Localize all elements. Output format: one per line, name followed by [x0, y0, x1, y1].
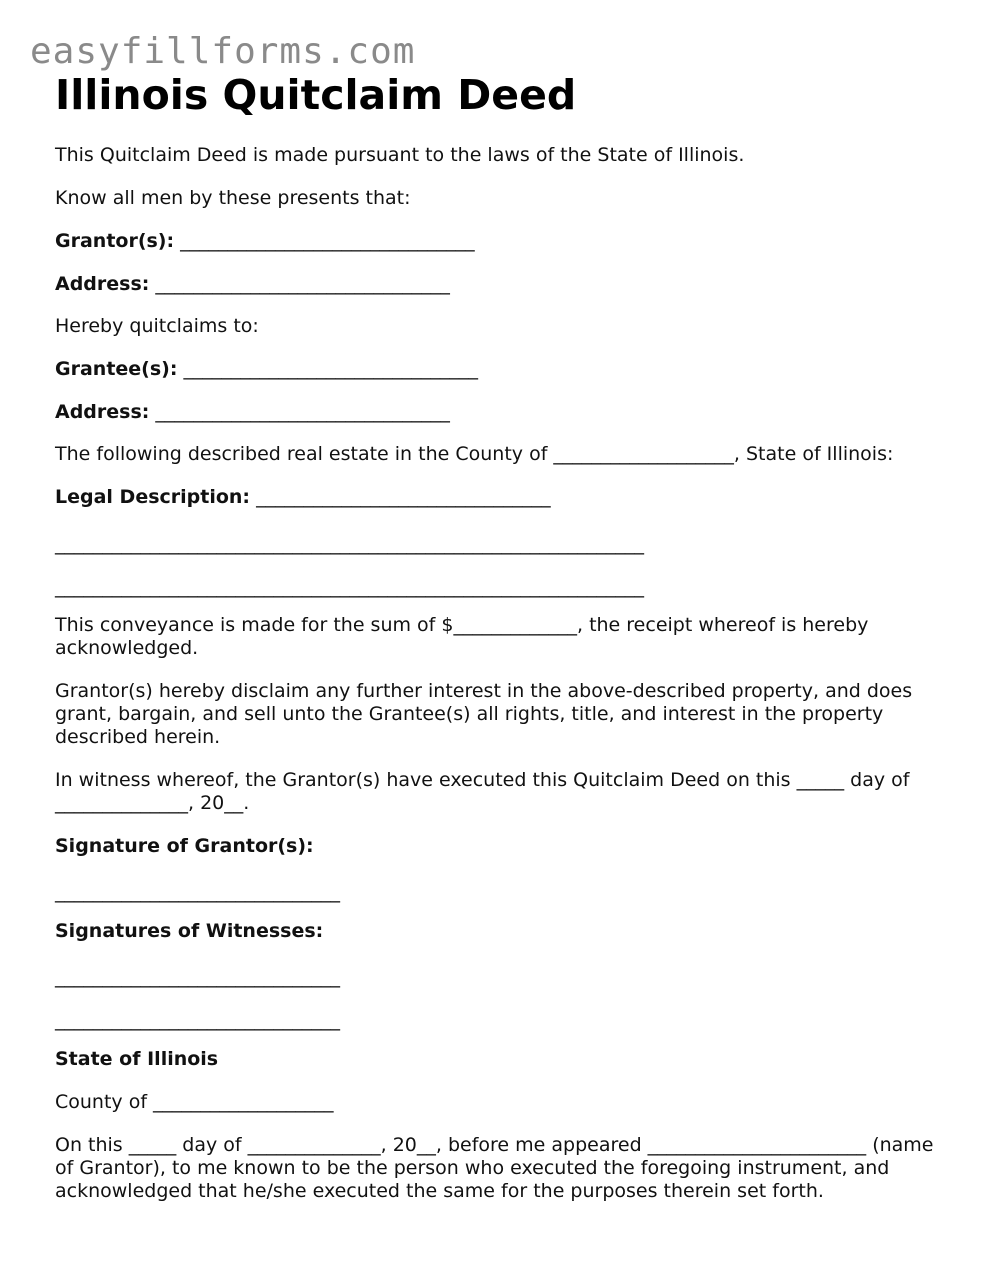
witness-whereof-paragraph: In witness whereof, the Grantor(s) have executed this Quitclaim Deed on this _____ day of ______________, 20__. [55, 769, 910, 814]
grantee-address-label: Address: [55, 401, 150, 423]
legal-description-line-2: ______________________________________________________________ [55, 576, 644, 598]
witness-signature-line-2: ______________________________ [55, 1009, 340, 1031]
legal-description-label: Legal Description: [55, 486, 251, 508]
legal-description-blank: _______________________________ [250, 486, 551, 508]
page-title: Illinois Quitclaim Deed [55, 71, 577, 119]
state-heading: State of Illinois [55, 1048, 219, 1070]
signatures-witnesses-label: Signatures of Witnesses: [55, 920, 324, 942]
real-estate-text: The following described real estate in the County of ___________________, State of Illinois: [55, 443, 894, 465]
signature-grantor-label: Signature of Grantor(s): [55, 835, 314, 857]
witness-signature-line-1: ______________________________ [55, 966, 340, 988]
conveyance-paragraph: This conveyance is made for the sum of $_____________, the receipt whereof is hereby acknowledged. [55, 614, 869, 659]
county-field: County of ___________________ [55, 1091, 334, 1113]
disclaim-paragraph: Grantor(s) hereby disclaim any further interest in the above-described property, and does grant, bargain, and sell unto the Grantee(s) all rights, title, and interest in the property described herein. [55, 680, 913, 748]
quitclaims-to-text: Hereby quitclaims to: [55, 315, 259, 337]
legal-description-field [55, 486, 551, 509]
signature-grantor-line: ______________________________ [55, 881, 340, 903]
watermark: easyfillforms.com [30, 31, 416, 72]
grantee-blank: _______________________________ [177, 358, 478, 380]
know-all-text: Know all men by these presents that: [55, 187, 411, 209]
grantee-address-field [55, 401, 450, 424]
grantor-address-field [55, 273, 450, 296]
grantor-field [55, 230, 475, 253]
grantor-address-label: Address: [55, 273, 150, 295]
grantee-address-blank: _______________________________ [149, 401, 450, 423]
grantee-label: Grantee(s): [55, 358, 178, 380]
legal-description-line-1: ______________________________________________________________ [55, 533, 644, 555]
grantee-field [55, 358, 478, 381]
grantor-blank: _______________________________ [174, 230, 475, 252]
notary-paragraph: On this _____ day of ______________, 20__, before me appeared _______________________ (name of Grantor), to me known to be the person who executed the foregoing instrument, and acknowledged that he/she executed the same for the purposes therein set forth. [55, 1134, 934, 1202]
grantor-label: Grantor(s): [55, 230, 175, 252]
grantor-address-blank: _______________________________ [149, 273, 450, 295]
intro-text: This Quitclaim Deed is made pursuant to the laws of the State of Illinois. [55, 144, 745, 166]
